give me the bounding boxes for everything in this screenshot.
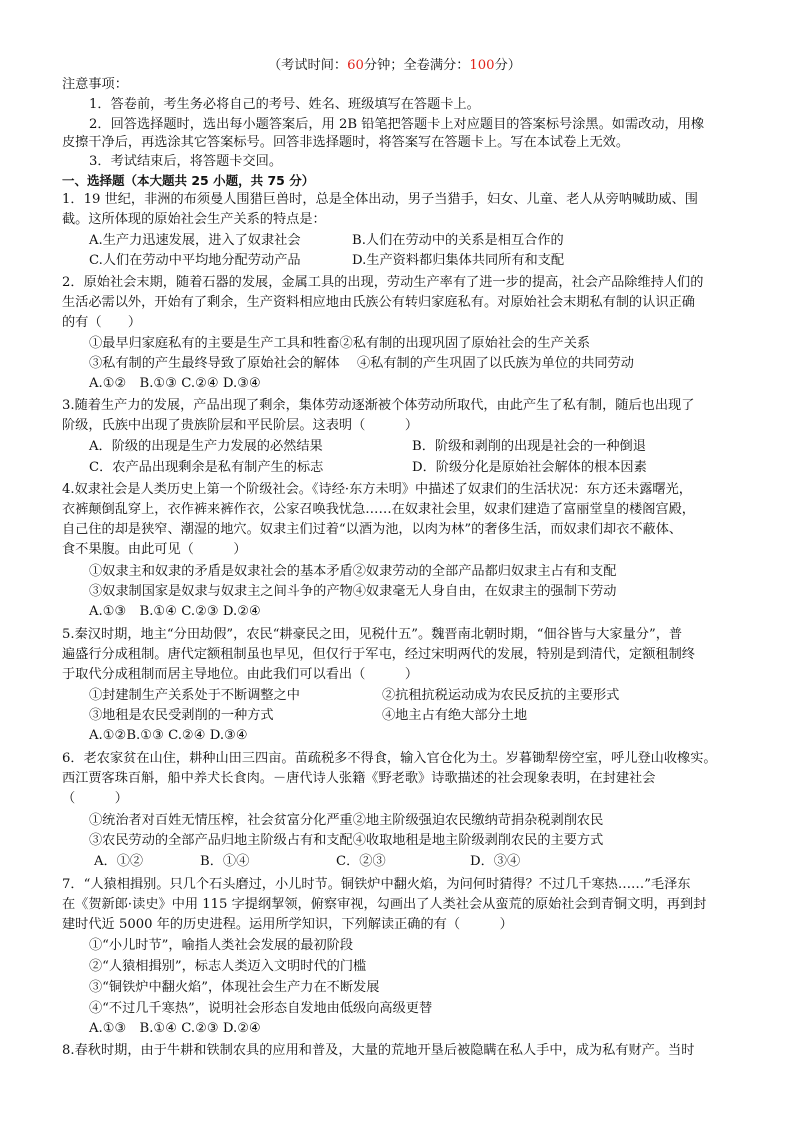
notes-item: 3．考试结束后，将答题卡交回。 [89, 154, 283, 169]
statement-item: ④“不过几千寒热”，说明社会形态自发地由低级向高级更替 [89, 1001, 433, 1016]
answer-option: D．③④ [470, 854, 521, 869]
exam-info-mid: 分钟；全卷满分： [363, 58, 470, 73]
question-stem: 3.随着生产力的发展，产品出现了剩余，集体劳动逐渐被个体劳动所取代，由此产生了私有制，随后也出现了 [62, 398, 695, 413]
statement-item: ④地主占有绝大部分土地 [382, 708, 528, 723]
statement-item: ③农民劳动的全部产品归地主阶级占有和支配④收取地租是地主阶级剥削农民的主要方式 [89, 833, 604, 848]
question-stem: 2．原始社会末期，随着石器的发展，金属工具的出现，劳动生产率有了进一步的提高，社会产品除维持人们的 [62, 275, 704, 290]
answer-options: A.①③ B.①④ C.②③ D.②④ [89, 1021, 261, 1036]
notes-title: 注意事项： [62, 77, 128, 92]
question-stem: 建时代近 5000 年的历史进程。运用所学知识，下列解读正确的有（ ） [62, 917, 513, 932]
answer-option: D.生产资料都归集体共同所有和支配 [352, 253, 565, 268]
statement-item: ①封建制生产关系处于不断调整之中 [89, 688, 300, 703]
section-title: 一、选择题（本大题共 25 小题，共 75 分） [62, 173, 315, 188]
question-stem: 5.秦汉时期，地主“分田劫假”，农民“耕豪民之田，见税什五”。魏晋南北朝时期，“佃谷皆与大家量分”，普 [62, 627, 683, 642]
answer-option: B．①④ [200, 854, 250, 869]
statement-item: ③地租是农民受剥削的一种方式 [89, 708, 274, 723]
answer-option: A．①② [94, 854, 144, 869]
statement-item: ③“铜铁炉中翻火焰”，体现社会生产力在不断发展 [89, 980, 380, 995]
question-stem: 6．老农家贫在山住，耕种山田三四亩。苗疏税多不得食，输入官仓化为土。岁暮锄犁傍空室，呼儿登山收橡实。 [62, 751, 717, 766]
question-stem: 生活必需以外，开始有了剩余，生产资料相应地由氏族公有转归家庭私有。对原始社会末期私有制的认识正确 [62, 295, 695, 310]
question-stem: 的有（ ） [62, 315, 142, 330]
exam-info [268, 56, 521, 76]
answer-option: C.人们在劳动中平均地分配劳动产品 [89, 253, 301, 268]
answer-option: C．农产品出现剩余是私有制产生的标志 [89, 460, 324, 475]
statement-item: ①统治者对百姓无情压榨，社会贫富分化严重②地主阶级强迫农民缴纳苛捐杂税剥削农民 [89, 813, 604, 828]
statement-item: ①奴隶主和奴隶的矛盾是奴隶社会的基本矛盾②奴隶劳动的全部产品都归奴隶主占有和支配 [89, 564, 617, 579]
statement-item: ③私有制的产生最终导致了原始社会的解体 ④私有制的产生巩固了以氏族为单位的共同劳动 [89, 356, 634, 371]
answer-option: C．②③ [336, 854, 386, 869]
answer-option: D．阶级分化是原始社会解体的根本因素 [412, 460, 647, 475]
statement-item: ①“小儿时节”，喻指人类社会发展的最初阶段 [89, 938, 354, 953]
question-stem: 遍盛行分成租制。唐代定额租制虽也早见，但仅行于军屯，经过宋明两代的发展，特别是到清代，定额租制终 [62, 647, 695, 662]
question-stem: 西江贾客珠百斛，船中养犬长食肉。－唐代诗人张籍《野老歌》诗歌描述的社会现象表明，在封建社会 [62, 771, 656, 786]
answer-options: A.①③ B.①④ C.②③ D.②④ [89, 604, 261, 619]
exam-info-open: （考试时间： [268, 58, 348, 73]
question-stem: 在《贺新郎·读史》中用 115 字提纲挈领，俯察审视，勾画出了人类社会从蛮荒的原始社会到青铜文明，再到封 [62, 897, 707, 912]
question-stem: （ ） [62, 791, 128, 806]
notes-item: 皮擦干净后，再选涂其它答案标号。回答非选择题时，将答案写在答题卡上。写在本试卷上无效。 [62, 135, 630, 150]
statement-item: ③奴隶制国家是奴隶与奴隶主之间斗争的产物④奴隶毫无人身自由，在奴隶主的强制下劳动 [89, 584, 617, 599]
question-stem: 衣裤颠倒乱穿上，衣作裤来裤作衣，公家召唤我忧急……在奴隶社会里，奴隶们建造了富丽堂皇的楼阁宫殿， [62, 502, 695, 517]
question-stem: 阶级，氏族中出现了贵族阶层和平民阶层。这表明（ ） [62, 418, 419, 433]
notes-item: 2．回答选择题时，选出每小题答案后，用 2B 铅笔把答题卡上对应题目的答案标号涂黑。如需改动，用橡 [89, 117, 705, 132]
question-stem: 截。这所体现的原始社会生产关系的特点是： [62, 212, 326, 227]
question-stem: 于取代分成租制而居主导地位。由此我们可以看出（ ） [62, 667, 419, 682]
answer-option: B.人们在劳动中的关系是相互合作的 [352, 233, 564, 248]
answer-option: A．阶级的出现是生产力发展的必然结果 [89, 439, 323, 454]
statement-item: ①最早归家庭私有的主要是生产工具和牲畜②私有制的出现巩固了原始社会的生产关系 [89, 336, 591, 351]
answer-option: A.生产力迅速发展，进入了奴隶社会 [89, 233, 301, 248]
question-stem: 8.春秋时期，由于牛耕和铁制农具的应用和普及，大量的荒地开垦后被隐瞒在私人手中，成为私有财产。当时 [62, 1043, 695, 1058]
question-stem: 4.奴隶社会是人类历史上第一个阶级社会。《诗经·东方未明》中描述了奴隶们的生活状况：东方还未露曙光， [62, 482, 692, 497]
question-stem: 食不果腹。由此可见（ ） [62, 542, 247, 557]
exam-score-value: 100 [469, 58, 495, 73]
question-stem: 自己住的却是狭窄、潮湿的地穴。奴隶主们过着“以酒为池，以肉为林”的奢侈生活，而奴隶们却衣不蔽体、 [62, 522, 683, 537]
statement-item: ②抗租抗税运动成为农民反抗的主要形式 [382, 688, 620, 703]
answer-options: A.①② B.①③ C.②④ D.③④ [89, 376, 261, 391]
question-stem: 7．“人猿相揖别。只几个石头磨过，小儿时节。铜铁炉中翻火焰，为问何时猜得？不过几千寒热……”毛泽东 [62, 877, 691, 892]
answer-options: A.①②B.①③ C.②④ D.③④ [89, 728, 248, 743]
statement-item: ②“人猿相揖别”，标志人类迈入文明时代的门槛 [89, 959, 367, 974]
answer-option: B．阶级和剥削的出现是社会的一种倒退 [412, 439, 646, 454]
notes-item: 1．答卷前，考生务必将自己的考号、姓名、班级填写在答题卡上。 [89, 97, 480, 112]
exam-info-close: 分） [494, 58, 521, 73]
exam-time-value: 60 [347, 58, 364, 73]
question-stem: 1．19 世纪，非洲的布须曼人围猎巨兽时，总是全体出动，男子当猎手，妇女、儿童、老人从旁呐喊助威、围 [62, 192, 698, 207]
